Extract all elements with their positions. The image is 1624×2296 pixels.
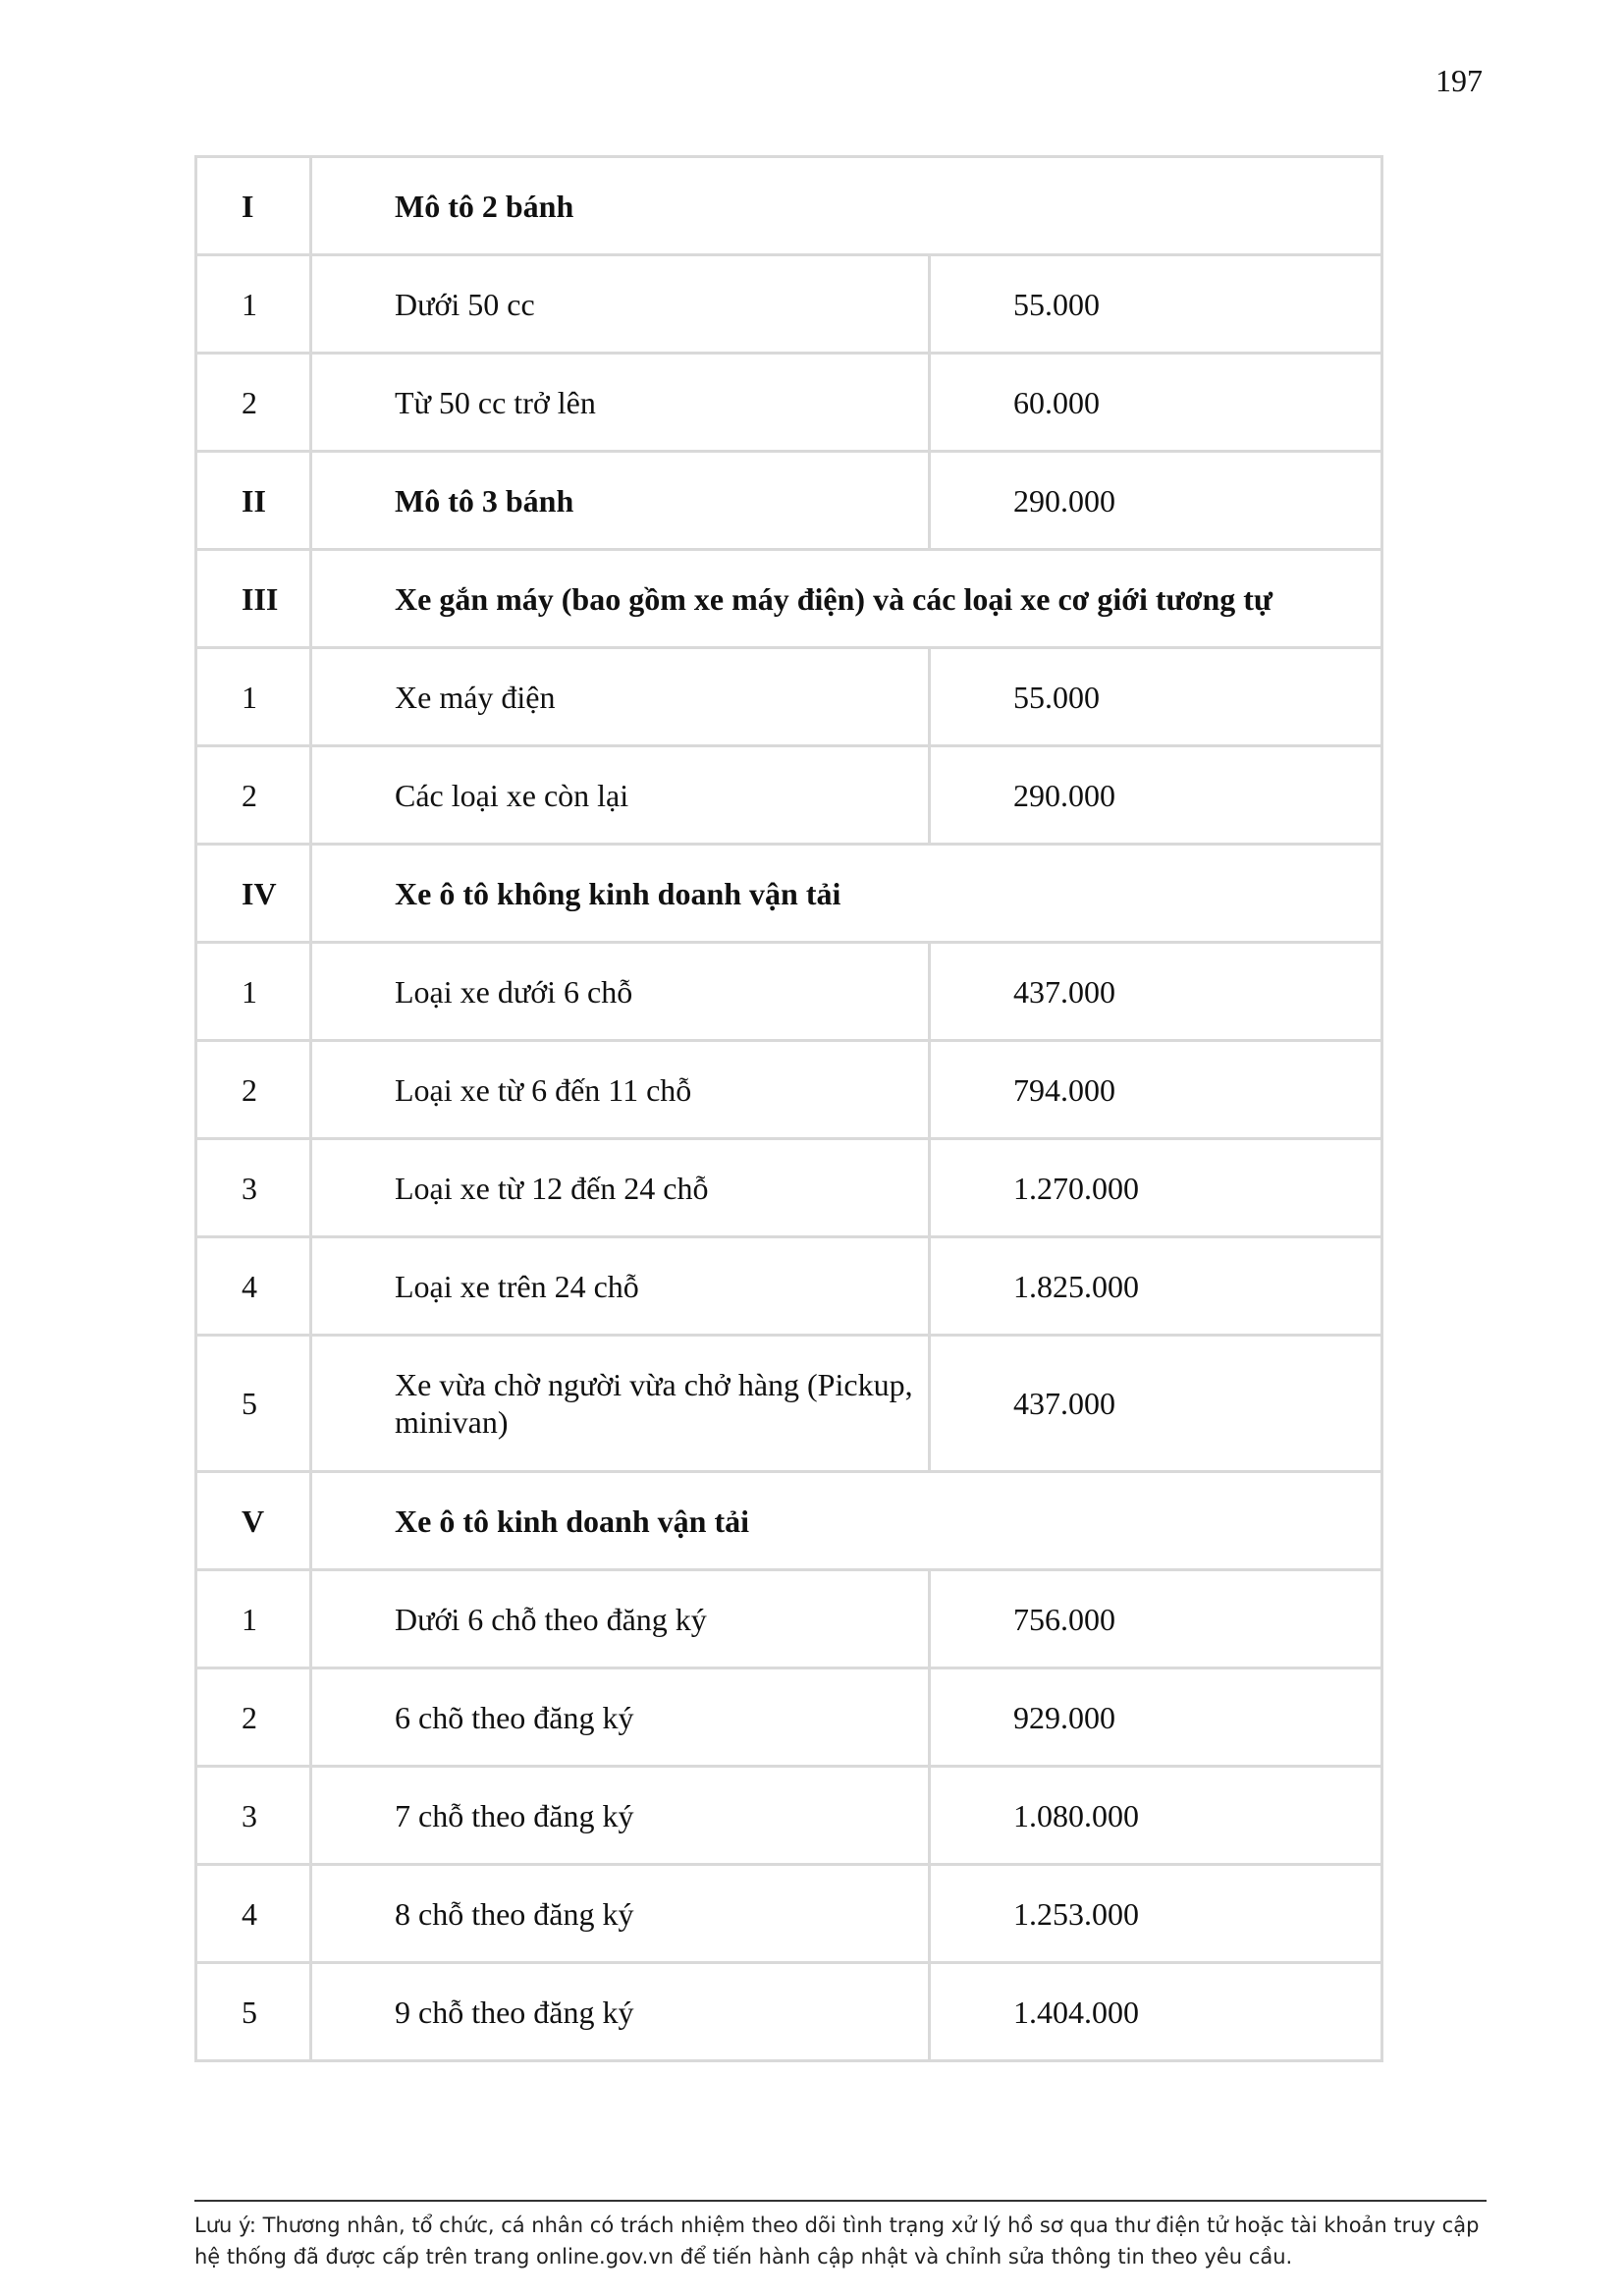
table-row bbox=[196, 1767, 1382, 1865]
fee-cell: 437.000 bbox=[930, 943, 1382, 1041]
fee-cell: 1.270.000 bbox=[930, 1139, 1382, 1237]
row-number-cell: V bbox=[196, 1472, 311, 1570]
vehicle-type-cell: Loại xe từ 6 đến 11 chỗ bbox=[311, 1041, 930, 1139]
table-row bbox=[196, 1041, 1382, 1139]
vehicle-type-cell: Các loại xe còn lại bbox=[311, 746, 930, 845]
section-title-cell: Mô tô 2 bánh bbox=[311, 157, 1382, 255]
row-number-cell: 1 bbox=[196, 648, 311, 746]
fee-cell: 794.000 bbox=[930, 1041, 1382, 1139]
vehicle-type-cell: 8 chỗ theo đăng ký bbox=[311, 1865, 930, 1963]
table-row bbox=[196, 1865, 1382, 1963]
row-number-cell: 3 bbox=[196, 1139, 311, 1237]
vehicle-type-cell: 6 chõ theo đăng ký bbox=[311, 1668, 930, 1767]
vehicle-type-cell: 7 chỗ theo đăng ký bbox=[311, 1767, 930, 1865]
table-row bbox=[196, 1668, 1382, 1767]
vehicle-type-cell: Dưới 50 cc bbox=[311, 255, 930, 354]
section-title-cell: Xe gắn máy (bao gồm xe máy điện) và các loại xe cơ giới tương tự bbox=[311, 550, 1382, 648]
section-title-cell: Xe ô tô kinh doanh vận tải bbox=[311, 1472, 1382, 1570]
section-title-cell: Xe ô tô không kinh doanh vận tải bbox=[311, 845, 1382, 943]
fee-cell: 55.000 bbox=[930, 255, 1382, 354]
vehicle-type-cell: Từ 50 cc trở lên bbox=[311, 354, 930, 452]
table-row bbox=[196, 1139, 1382, 1237]
table-row bbox=[196, 1237, 1382, 1336]
table-row bbox=[196, 1336, 1382, 1472]
vehicle-type-cell: Xe máy điện bbox=[311, 648, 930, 746]
section-row bbox=[196, 1472, 1382, 1570]
table-row bbox=[196, 1570, 1382, 1668]
vehicle-type-cell: Loại xe trên 24 chỗ bbox=[311, 1237, 930, 1336]
fee-cell: 1.253.000 bbox=[930, 1865, 1382, 1963]
table-row bbox=[196, 255, 1382, 354]
row-number-cell: 1 bbox=[196, 943, 311, 1041]
table-row bbox=[196, 354, 1382, 452]
row-number-cell: 5 bbox=[196, 1963, 311, 2061]
footer-note: Lưu ý: Thương nhân, tổ chức, cá nhân có trách nhiệm theo dõi tình trạng xử lý hồ sơ qua thư điện tử hoặc tài khoản truy cập hệ thống đã được cấp trên trang online.gov.vn để tiến hành cập nhật và chỉnh sửa thông tin theo yêu cầu. bbox=[194, 2214, 1480, 2269]
fee-cell: 1.404.000 bbox=[930, 1963, 1382, 2061]
footer-divider bbox=[194, 2200, 1487, 2202]
table-row bbox=[196, 943, 1382, 1041]
fee-table bbox=[194, 155, 1383, 2062]
row-number-cell: III bbox=[196, 550, 311, 648]
row-number-cell: 2 bbox=[196, 354, 311, 452]
row-number-cell: 1 bbox=[196, 255, 311, 354]
row-number-cell: I bbox=[196, 157, 311, 255]
row-number-cell: 3 bbox=[196, 1767, 311, 1865]
fee-cell: 1.825.000 bbox=[930, 1237, 1382, 1336]
table-row bbox=[196, 648, 1382, 746]
fee-table-body bbox=[196, 157, 1382, 2061]
row-number-cell: 2 bbox=[196, 1668, 311, 1767]
row-number-cell: II bbox=[196, 452, 311, 550]
fee-cell: 60.000 bbox=[930, 354, 1382, 452]
section-row bbox=[196, 845, 1382, 943]
row-number-cell: 1 bbox=[196, 1570, 311, 1668]
fee-cell: 55.000 bbox=[930, 648, 1382, 746]
fee-cell: 756.000 bbox=[930, 1570, 1382, 1668]
row-number-cell: 5 bbox=[196, 1336, 311, 1472]
fee-cell: 290.000 bbox=[930, 452, 1382, 550]
fee-cell: 437.000 bbox=[930, 1336, 1382, 1472]
fee-cell: 929.000 bbox=[930, 1668, 1382, 1767]
vehicle-type-cell: Xe vừa chờ người vừa chở hàng (Pickup, minivan) bbox=[311, 1336, 930, 1472]
table-row bbox=[196, 746, 1382, 845]
row-number-cell: 2 bbox=[196, 746, 311, 845]
vehicle-type-cell: 9 chỗ theo đăng ký bbox=[311, 1963, 930, 2061]
section-row bbox=[196, 157, 1382, 255]
section-title-cell: Mô tô 3 bánh bbox=[311, 452, 930, 550]
section-row bbox=[196, 550, 1382, 648]
section-row bbox=[196, 452, 1382, 550]
row-number-cell: 4 bbox=[196, 1237, 311, 1336]
fee-cell: 290.000 bbox=[930, 746, 1382, 845]
vehicle-type-cell: Loại xe dưới 6 chỗ bbox=[311, 943, 930, 1041]
row-number-cell: 4 bbox=[196, 1865, 311, 1963]
vehicle-type-cell: Dưới 6 chỗ theo đăng ký bbox=[311, 1570, 930, 1668]
row-number-cell: 2 bbox=[196, 1041, 311, 1139]
table-row bbox=[196, 1963, 1382, 2061]
vehicle-type-cell: Loại xe từ 12 đến 24 chỗ bbox=[311, 1139, 930, 1237]
row-number-cell: IV bbox=[196, 845, 311, 943]
fee-cell: 1.080.000 bbox=[930, 1767, 1382, 1865]
page-number: 197 bbox=[1435, 63, 1483, 98]
